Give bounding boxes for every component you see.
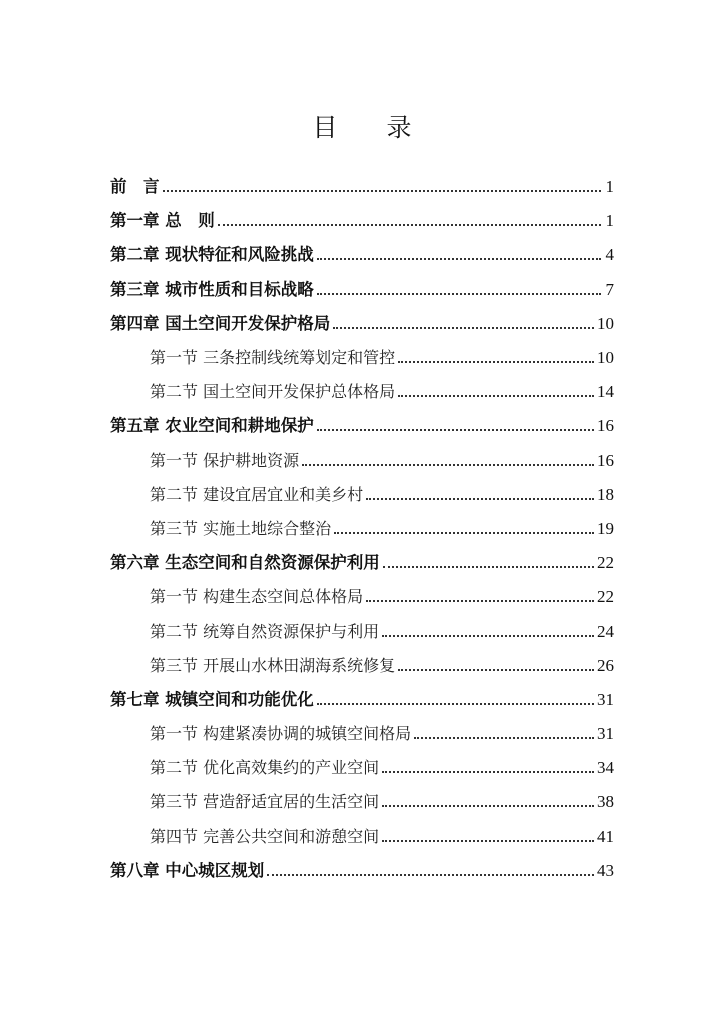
dot-leader xyxy=(382,770,594,773)
toc-entry-label: 第三节 营造舒适宜居的生活空间 xyxy=(150,792,380,812)
toc-entry-label: 第六章 生态空间和自然资源保护利用 xyxy=(110,553,380,573)
toc-entry-label: 第二节 国土空间开发保护总体格局 xyxy=(150,382,396,402)
table-of-contents xyxy=(110,170,614,888)
dot-leader xyxy=(163,189,602,192)
toc-section-entry[interactable] xyxy=(110,751,614,785)
toc-entry-label: 第一节 三条控制线统筹划定和管控 xyxy=(150,348,396,368)
toc-page-number: 4 xyxy=(605,245,614,265)
dot-leader xyxy=(366,497,594,500)
toc-chapter-entry[interactable] xyxy=(110,854,614,888)
toc-entry-label: 第一节 构建生态空间总体格局 xyxy=(150,587,364,607)
toc-section-entry[interactable] xyxy=(110,580,614,614)
toc-section-entry[interactable] xyxy=(110,444,614,478)
dot-leader xyxy=(383,565,594,568)
toc-entry-label: 第二节 优化高效集约的产业空间 xyxy=(150,758,380,778)
toc-page-number: 22 xyxy=(597,587,614,607)
dot-leader xyxy=(382,839,594,842)
toc-entry-label: 第三节 实施土地综合整治 xyxy=(150,518,332,538)
dot-leader xyxy=(333,326,594,329)
toc-page-number: 1 xyxy=(605,211,614,231)
toc-entry-label: 第三章 城市性质和目标战略 xyxy=(110,279,314,299)
toc-page-number: 10 xyxy=(597,313,614,333)
toc-section-entry[interactable] xyxy=(110,341,614,375)
toc-section-entry[interactable] xyxy=(110,614,614,648)
toc-entry-label: 第四节 完善公共空间和游憩空间 xyxy=(150,826,380,846)
toc-chapter-entry[interactable] xyxy=(110,307,614,341)
toc-section-entry[interactable] xyxy=(110,512,614,546)
toc-page-number: 1 xyxy=(605,177,614,197)
toc-page-number: 41 xyxy=(597,826,614,846)
toc-page-number: 22 xyxy=(597,553,614,573)
toc-page-number: 31 xyxy=(597,689,614,709)
toc-chapter-entry[interactable] xyxy=(110,409,614,443)
toc-chapter-entry[interactable] xyxy=(110,546,614,580)
toc-entry-label: 第五章 农业空间和耕地保护 xyxy=(110,416,314,436)
dot-leader xyxy=(317,428,594,431)
toc-entry-label: 第四章 国土空间开发保护格局 xyxy=(110,313,331,333)
toc-section-entry[interactable] xyxy=(110,649,614,683)
dot-leader xyxy=(267,873,594,876)
toc-page-number: 26 xyxy=(597,655,614,675)
toc-section-entry[interactable] xyxy=(110,717,614,751)
toc-entry-label: 第八章 中心城区规划 xyxy=(110,860,265,880)
toc-entry-label: 前 言 xyxy=(110,177,160,197)
toc-chapter-entry[interactable] xyxy=(110,204,614,238)
dot-leader xyxy=(366,599,594,602)
toc-chapter-entry[interactable] xyxy=(110,683,614,717)
toc-section-entry[interactable] xyxy=(110,820,614,854)
toc-entry-label: 第二章 现状特征和风险挑战 xyxy=(110,245,314,265)
toc-page-number: 18 xyxy=(597,484,614,504)
toc-page-number: 19 xyxy=(597,518,614,538)
dot-leader xyxy=(398,668,594,671)
toc-entry-label: 第一章 总 则 xyxy=(110,211,215,231)
toc-entry-label: 第三节 开展山水林田湖海系统修复 xyxy=(150,655,396,675)
toc-entry-label: 第七章 城镇空间和功能优化 xyxy=(110,689,314,709)
dot-leader xyxy=(317,292,601,295)
toc-section-entry[interactable] xyxy=(110,785,614,819)
dot-leader xyxy=(398,360,594,363)
dot-leader xyxy=(218,223,601,226)
dot-leader xyxy=(334,531,594,534)
dot-leader xyxy=(414,736,594,739)
toc-chapter-entry[interactable] xyxy=(110,238,614,272)
toc-page-number: 16 xyxy=(597,450,614,470)
toc-entry-label: 第二节 统筹自然资源保护与利用 xyxy=(150,621,380,641)
toc-entry-label: 第一节 保护耕地资源 xyxy=(150,450,300,470)
toc-chapter-entry[interactable] xyxy=(110,170,614,204)
toc-page-number: 24 xyxy=(597,621,614,641)
toc-page-number: 14 xyxy=(597,382,614,402)
dot-leader xyxy=(398,394,594,397)
toc-page-number: 43 xyxy=(597,860,614,880)
toc-section-entry[interactable] xyxy=(110,375,614,409)
toc-page-number: 10 xyxy=(597,348,614,368)
toc-page-number: 7 xyxy=(605,279,614,299)
toc-page-number: 38 xyxy=(597,792,614,812)
toc-entry-label: 第一节 构建紧凑协调的城镇空间格局 xyxy=(150,724,412,744)
toc-page-number: 16 xyxy=(597,416,614,436)
dot-leader xyxy=(317,702,594,705)
toc-section-entry[interactable] xyxy=(110,478,614,512)
toc-chapter-entry[interactable] xyxy=(110,273,614,307)
dot-leader xyxy=(317,257,601,260)
dot-leader xyxy=(382,634,594,637)
page-title: 目 录 xyxy=(312,113,424,142)
dot-leader xyxy=(382,804,594,807)
toc-page-number: 34 xyxy=(597,758,614,778)
toc-entry-label: 第二节 建设宜居宜业和美乡村 xyxy=(150,484,364,504)
toc-page-number: 31 xyxy=(597,724,614,744)
dot-leader xyxy=(302,463,594,466)
